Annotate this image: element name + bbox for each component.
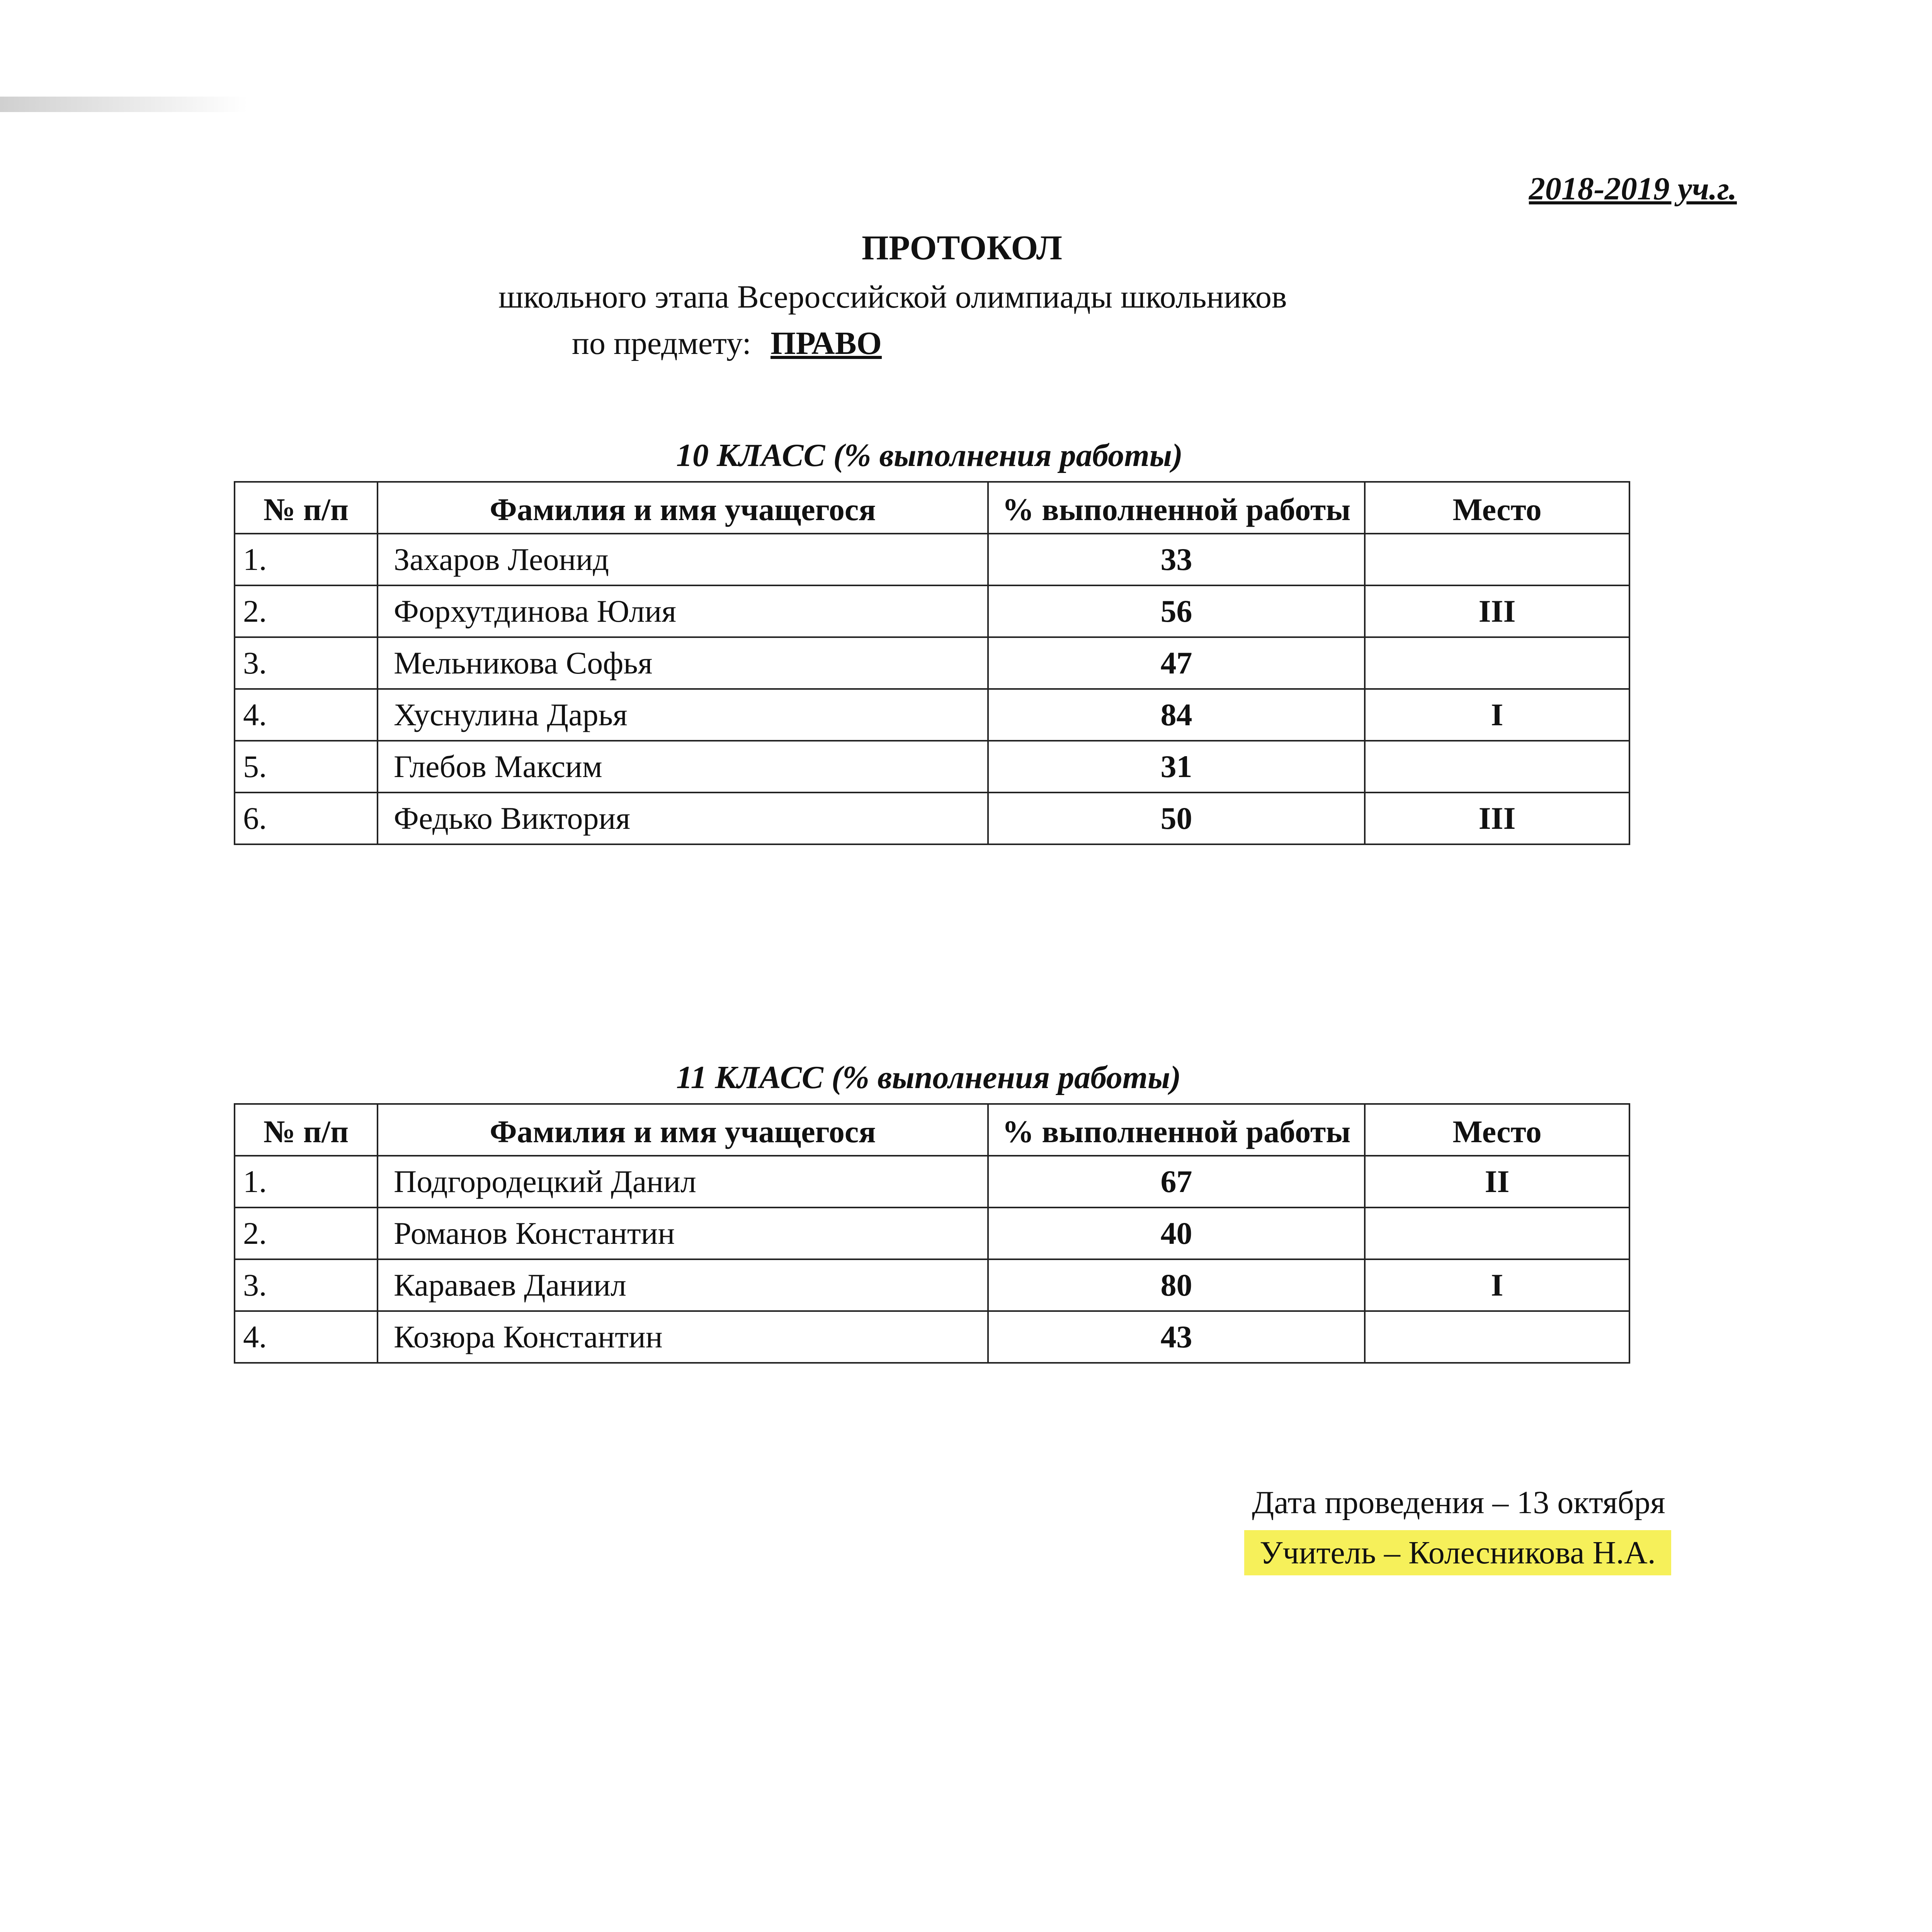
class11-table	[234, 1103, 1630, 1364]
place-cell: III	[1365, 585, 1629, 637]
student-name: Козюра Константин	[378, 1311, 988, 1363]
row-num: 1.	[235, 1156, 378, 1208]
row-num: 4.	[235, 1311, 378, 1363]
table-header-row	[235, 1104, 1629, 1156]
student-name: Федько Виктория	[378, 793, 988, 844]
percent-cell: 67	[988, 1156, 1365, 1208]
student-name: Форхутдинова Юлия	[378, 585, 988, 637]
table-row	[235, 585, 1629, 637]
col-place-header: Место	[1365, 1104, 1629, 1156]
subject-name: ПРАВО	[770, 325, 882, 361]
event-date: Дата проведения – 13 октября	[1252, 1485, 1665, 1520]
place-cell: II	[1365, 1156, 1629, 1208]
place-cell: I	[1365, 689, 1629, 741]
percent-cell: 43	[988, 1311, 1365, 1363]
table-row	[235, 1208, 1629, 1259]
table-row	[235, 689, 1629, 741]
col-place-header: Место	[1365, 482, 1629, 534]
place-cell: I	[1365, 1259, 1629, 1311]
percent-cell: 47	[988, 637, 1365, 689]
percent-cell: 31	[988, 741, 1365, 793]
student-name: Караваев Даниил	[378, 1259, 988, 1311]
place-cell: III	[1365, 793, 1629, 844]
percent-cell: 56	[988, 585, 1365, 637]
class10-table	[234, 481, 1630, 845]
col-pct-header: % выполненной работы	[988, 482, 1365, 534]
row-num: 2.	[235, 585, 378, 637]
place-cell	[1365, 534, 1629, 585]
table-row	[235, 637, 1629, 689]
student-name: Мельникова Софья	[378, 637, 988, 689]
row-num: 3.	[235, 1259, 378, 1311]
subject-prefix: по предмету:	[572, 325, 752, 361]
student-name: Глебов Максим	[378, 741, 988, 793]
row-num: 3.	[235, 637, 378, 689]
row-num: 1.	[235, 534, 378, 585]
place-cell	[1365, 1311, 1629, 1363]
col-name-header: Фамилия и имя учащегося	[378, 482, 988, 534]
row-num: 6.	[235, 793, 378, 844]
col-pct-header: % выполненной работы	[988, 1104, 1365, 1156]
col-name-header: Фамилия и имя учащегося	[378, 1104, 988, 1156]
student-name: Захаров Леонид	[378, 534, 988, 585]
row-num: 5.	[235, 741, 378, 793]
table-row	[235, 741, 1629, 793]
table-row	[235, 1156, 1629, 1208]
class11-caption: 11 КЛАСС (% выполнения работы)	[676, 1060, 1181, 1095]
row-num: 4.	[235, 689, 378, 741]
col-num-header: № п/п	[235, 1104, 378, 1156]
school-year: 2018-2019 уч.г.	[1529, 171, 1737, 207]
student-name: Романов Константин	[378, 1208, 988, 1259]
subject-line	[572, 325, 882, 362]
place-cell	[1365, 741, 1629, 793]
percent-cell: 40	[988, 1208, 1365, 1259]
col-num-header: № п/п	[235, 482, 378, 534]
percent-cell: 33	[988, 534, 1365, 585]
table-row	[235, 1259, 1629, 1311]
place-cell	[1365, 637, 1629, 689]
student-name: Подгородецкий Данил	[378, 1156, 988, 1208]
place-cell	[1365, 1208, 1629, 1259]
document-title: ПРОТОКОЛ	[862, 229, 1062, 267]
class10-caption: 10 КЛАСС (% выполнения работы)	[676, 437, 1183, 473]
teacher-name: Учитель – Колесникова Н.А.	[1244, 1530, 1671, 1575]
percent-cell: 50	[988, 793, 1365, 844]
row-num: 2.	[235, 1208, 378, 1259]
document-subtitle: школьного этапа Всероссийской олимпиады школьников	[498, 279, 1287, 315]
table-row	[235, 534, 1629, 585]
table-header-row	[235, 482, 1629, 534]
table-row	[235, 1311, 1629, 1363]
percent-cell: 80	[988, 1259, 1365, 1311]
table-row	[235, 793, 1629, 844]
student-name: Хуснулина Дарья	[378, 689, 988, 741]
percent-cell: 84	[988, 689, 1365, 741]
scan-edge-artifact	[0, 97, 247, 112]
